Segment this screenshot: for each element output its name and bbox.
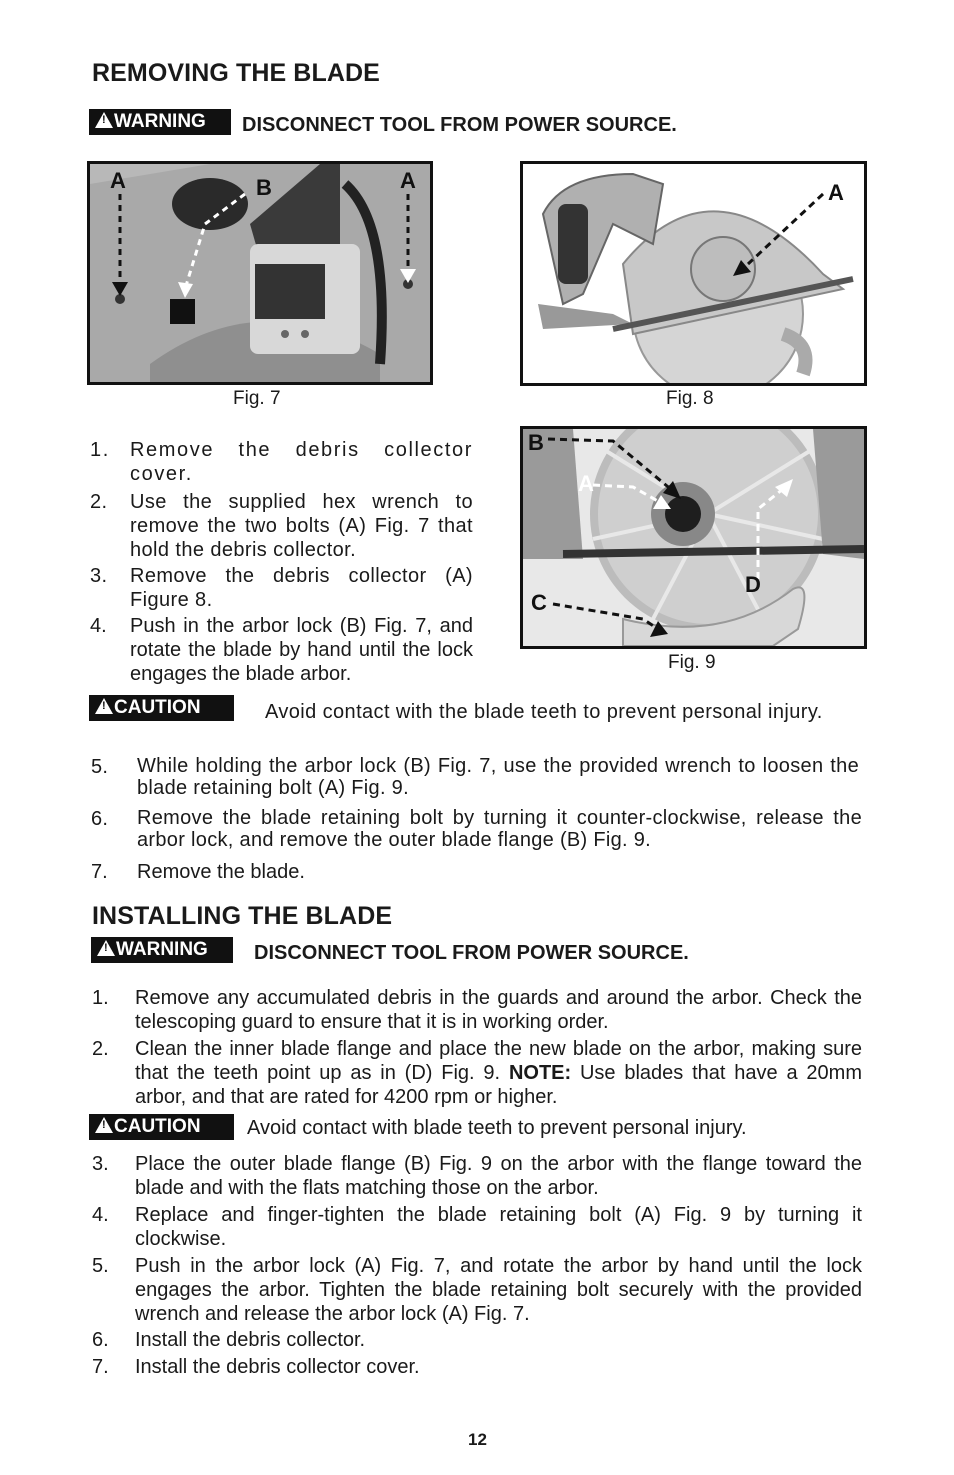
warning-text: DISCONNECT TOOL FROM POWER SOURCE. <box>242 114 677 136</box>
figure-9-image <box>520 426 867 649</box>
list-item: 6. Install the debris collector. <box>92 1329 366 1351</box>
list-item: 5. Push in the arbor lock (A) Fig. 7, and rotate the arbor by hand until the lock engages the arbor. Tighten the blade retaining bolt securely with the provided wrench and release the arbor lock (A) Fig. 7. <box>92 1255 862 1325</box>
fig7-label-a-left: A <box>110 168 126 193</box>
figure-8-image <box>520 161 867 386</box>
note-label: NOTE: <box>508 1062 572 1084</box>
caution-text: Avoid contact with blade teeth to prevent personal injury. <box>247 1117 747 1139</box>
fig8-caption: Fig. 8 <box>666 388 714 409</box>
warning-triangle-icon <box>95 1117 113 1133</box>
caution-badge: !CAUTION <box>89 1114 234 1140</box>
warning-triangle-icon <box>95 698 113 714</box>
figure-7-image <box>87 161 433 385</box>
list-item: 7. Remove the blade. <box>91 861 305 883</box>
list-item: 4. Replace and finger-tighten the blade retaining bolt (A) Fig. 9 by turning it clockwise. <box>92 1204 862 1250</box>
warning-badge: !WARNING <box>89 109 231 135</box>
list-item: 3. Remove the debris collector (A) Figure 8. <box>90 565 473 611</box>
caution-text: Avoid contact with the blade teeth to prevent personal injury. <box>265 701 823 723</box>
section-title-installing: INSTALLING THE BLADE <box>92 902 393 930</box>
fig9-label-d: D <box>745 572 761 597</box>
list-item: 1. Remove the debris collector cover. <box>90 439 473 485</box>
list-item: 1. Remove any accumulated debris in the guards and around the arbor. Check the telescoping guard to ensure that it is in working order. <box>92 987 862 1033</box>
page-number: 12 <box>468 1430 487 1449</box>
list-item: 5. While holding the arbor lock (B) Fig. 7, use the provided wrench to loosen the blade retaining bolt (A) Fig. 9. <box>91 755 859 799</box>
list-item: 2. Clean the inner blade flange and place the new blade on the arbor, making sure that the teeth point up as in (D) Fig. 9. NOTE: Use blades that have a 20mm arbor, and that are rated for 4200 rpm or higher. <box>92 1038 863 1108</box>
warning-badge: !WARNING <box>91 937 233 963</box>
warning-triangle-icon <box>95 112 113 128</box>
saw-side-illustration <box>523 164 864 383</box>
warning-text: DISCONNECT TOOL FROM POWER SOURCE. <box>254 942 689 964</box>
blade-closeup-illustration <box>523 429 864 646</box>
list-item: 7. Install the debris collector cover. <box>92 1356 420 1378</box>
fig7-caption: Fig. 7 <box>233 388 281 409</box>
list-item: 2. Use the supplied hex wrench to remove the two bolts (A) Fig. 7 that hold the debris collector. <box>90 491 473 561</box>
fig7-label-a-right: A <box>400 168 416 193</box>
section-title-removing: REMOVING THE BLADE <box>92 59 380 87</box>
fig8-label-a: A <box>828 180 844 205</box>
list-item: 4. Push in the arbor lock (B) Fig. 7, and rotate the blade by hand until the lock engages the blade arbor. <box>90 615 473 685</box>
caution-badge: !CAUTION <box>89 695 234 721</box>
fig7-label-b: B <box>256 175 272 200</box>
fig9-label-c: C <box>531 590 547 615</box>
warning-triangle-icon <box>97 940 115 956</box>
list-item: 3. Place the outer blade flange (B) Fig. 9 on the arbor with the flange toward the blade and with the flats matching those on the arbor. <box>92 1153 862 1199</box>
list-item: 6. Remove the blade retaining bolt by turning it counter-clockwise, release the arbor lock, and remove the outer blade flange (B) Fig. 9. <box>91 807 862 851</box>
fig9-caption: Fig. 9 <box>668 652 716 673</box>
fig9-label-a: A <box>578 471 594 496</box>
fig9-label-b: B <box>528 430 544 455</box>
